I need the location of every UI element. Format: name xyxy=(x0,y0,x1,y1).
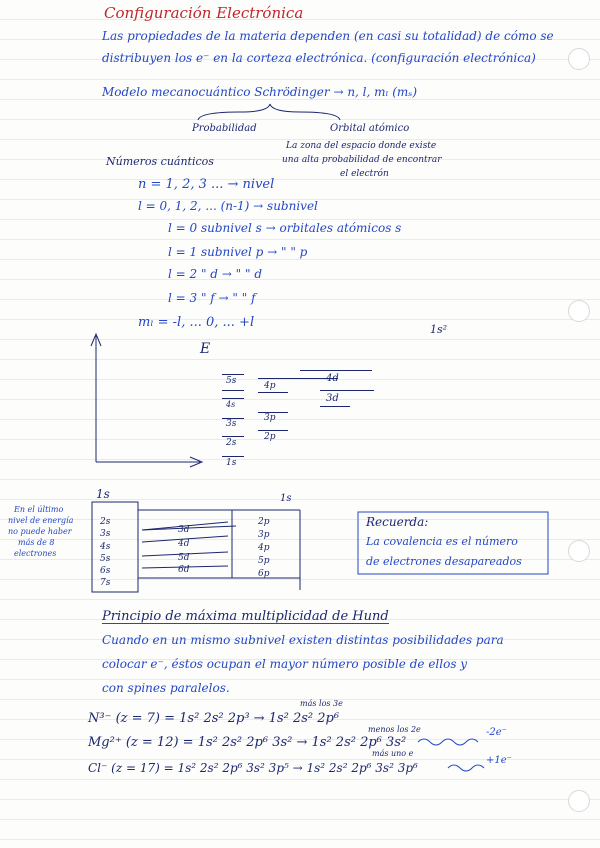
diagram-mid-item: 4d xyxy=(178,539,190,549)
intro-line-2: distribuyen los e⁻ en la corteza electrónica. (configuración electrónica) xyxy=(102,51,536,65)
side-note-line: más de 8 xyxy=(18,538,55,547)
diagram-right-item: 6p xyxy=(258,569,270,579)
l2-line: l = 2 " d → " " d xyxy=(168,267,263,281)
quantum-numbers-title: Números cuánticos xyxy=(106,155,214,168)
recuerda-label: Recuerda: xyxy=(366,515,429,529)
diagram-left-item: 6s xyxy=(100,566,111,576)
level-mark xyxy=(258,430,288,431)
hund-line-3: con spines paralelos. xyxy=(102,681,230,695)
level-4p: 4p xyxy=(264,381,276,391)
level-mark xyxy=(320,390,374,391)
side-note-line: electrones xyxy=(14,549,57,558)
hund-line-2: colocar e⁻, éstos ocupan el mayor número posible de ellos y xyxy=(102,657,468,671)
diagram-left-item: 2s xyxy=(100,517,111,527)
example-3-note: más uno e xyxy=(372,749,414,758)
diagram-left-item: 4s xyxy=(100,542,111,552)
orbital-label: Orbital atómico xyxy=(330,123,410,134)
l3-line: l = 3 " f → " " f xyxy=(168,291,256,305)
level-3s: 3s xyxy=(226,419,237,429)
diagram-left-item: 3s xyxy=(100,529,111,539)
ml-line: mₗ = -l, ... 0, ... +l xyxy=(138,315,255,330)
example-1: N³⁻ (z = 7) = 1s² 2s² 2p³ → 1s² 2s² 2p⁶ xyxy=(88,711,340,726)
n-line: n = 1, 2, 3 ... → nivel xyxy=(138,177,275,192)
level-mark xyxy=(222,374,244,375)
diagram-left-item: 7s xyxy=(100,578,111,588)
level-4d: 4d xyxy=(326,373,339,384)
zone-line-1: La zona del espacio donde existe xyxy=(286,141,437,151)
level-4s: 4s xyxy=(226,400,236,409)
l1-line: l = 1 subnivel p → " " p xyxy=(168,245,308,259)
level-mark xyxy=(222,398,244,399)
side-note-line: En el último xyxy=(14,505,64,514)
recuerda-line-1: La covalencia es el número xyxy=(366,535,518,548)
example-3-tail: +1e⁻ xyxy=(486,755,512,766)
diagram-mid-item: 5d xyxy=(178,553,190,563)
level-2s: 2s xyxy=(226,438,237,448)
zone-line-2: una alta probabilidad de encontrar xyxy=(282,155,442,165)
diagram-right-item: 2p xyxy=(258,517,270,527)
diagram-1s-right: 1s xyxy=(280,493,292,504)
hund-line-1: Cuando en un mismo subnivel existen distintas posibilidades para xyxy=(102,633,504,647)
diagram-left-item: 5s xyxy=(100,554,111,564)
l0-line: l = 0 subnivel s → orbitales atómicos s xyxy=(168,221,402,235)
diagram-right-item: 5p xyxy=(258,556,270,566)
level-mark xyxy=(320,406,350,407)
l-line: l = 0, 1, 2, ... (n-1) → subnivel xyxy=(138,199,318,213)
diagram-mid-item: 6d xyxy=(178,565,190,575)
level-mark xyxy=(300,370,372,371)
example-1-note: más los 3e xyxy=(300,699,343,708)
level-2p: 2p xyxy=(264,432,276,442)
diagram-mid-item: 3d xyxy=(178,525,190,535)
example-2-note: menos los 2e xyxy=(368,725,421,734)
level-1s: 1s xyxy=(226,458,237,468)
recuerda-line-2: de electrones desapareados xyxy=(366,555,522,568)
level-mark xyxy=(258,392,288,393)
zone-line-3: el electrón xyxy=(340,169,389,179)
page-title: Configuración Electrónica xyxy=(104,4,304,22)
energy-label: E xyxy=(200,341,211,357)
example-2-tail: -2e⁻ xyxy=(486,727,507,738)
model-line: Modelo mecanocuántico Schrödinger → n, l, mₗ (mₛ) xyxy=(102,85,418,99)
example-3: Cl⁻ (z = 17) = 1s² 2s² 2p⁶ 3s² 3p⁵ → 1s² 2s² 2p⁶ 3s² 3p⁶ xyxy=(88,761,418,775)
level-3p: 3p xyxy=(264,413,276,423)
one-s2-label: 1s² xyxy=(430,323,448,336)
level-3d: 3d xyxy=(326,393,339,404)
level-mark xyxy=(222,390,244,391)
level-mark xyxy=(222,436,244,437)
diagram-right-item: 4p xyxy=(258,543,270,553)
example-2: Mg²⁺ (z = 12) = 1s² 2s² 2p⁶ 3s² → 1s² 2s² 2p⁶ 3s² xyxy=(88,735,407,750)
diagram-right-item: 3p xyxy=(258,530,270,540)
side-note-line: nivel de energía xyxy=(8,516,74,525)
intro-line-1: Las propiedades de la materia dependen (en casi su totalidad) de cómo se xyxy=(102,29,554,43)
hund-title: Principio de máxima multiplicidad de Hund xyxy=(102,609,389,624)
diagram-1s-left: 1s xyxy=(96,487,110,501)
probability-label: Probabilidad xyxy=(192,123,257,134)
level-mark xyxy=(222,456,244,457)
side-note-line: no puede haber xyxy=(8,527,72,536)
level-5s: 5s xyxy=(226,376,237,386)
